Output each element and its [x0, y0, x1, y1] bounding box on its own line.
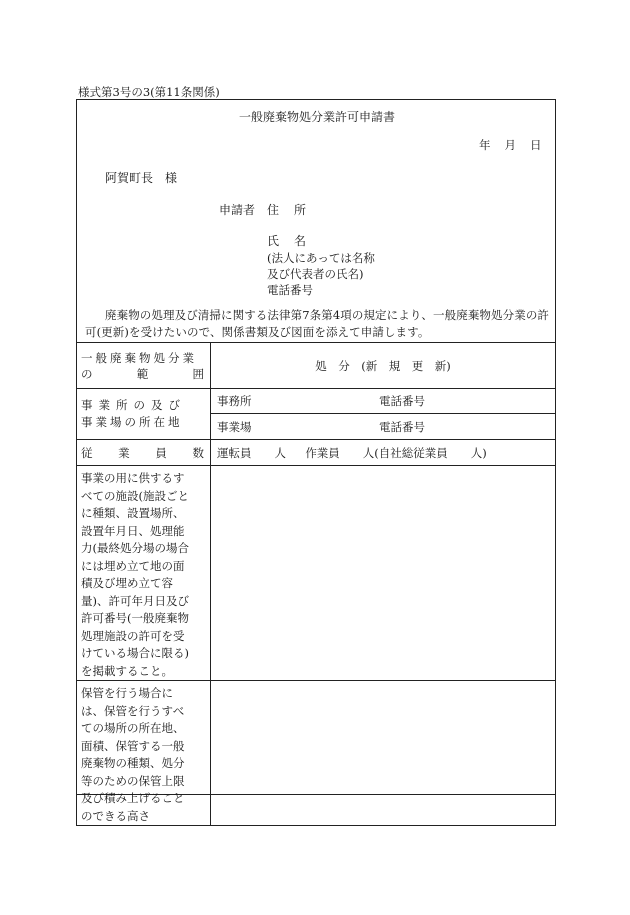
office-row: [77, 389, 556, 414]
application-form: [76, 99, 556, 823]
applicant-note-line2: 及び代表者の氏名): [267, 267, 364, 281]
location-label-line1: 事業所の及び: [81, 398, 186, 412]
storage-label: [77, 681, 211, 826]
scope-label-line2: [81, 366, 210, 382]
staff-label-line: [81, 445, 210, 461]
site-cell[interactable]: [211, 414, 556, 440]
scope-label-text: 一般廃棄物処分業: [81, 350, 197, 365]
location-label: [77, 389, 211, 440]
applicant-address-label: 住所: [267, 203, 322, 217]
form-title: 一般廃棄物処分業許可申請書: [238, 110, 395, 124]
date-day: 日: [530, 138, 542, 152]
office-phone-label: 電話番号: [379, 394, 425, 408]
staff-label-2: 員: [155, 445, 167, 460]
office-line: [211, 393, 555, 409]
office-cell[interactable]: [211, 389, 556, 414]
location-label-line2: 事業場の所在地: [81, 415, 183, 429]
facilities-row: [77, 466, 556, 681]
staff-row: [77, 440, 556, 466]
addressee: 阿賀町長 様: [105, 171, 178, 185]
storage-label-text: 保管を行う場合には、保管を行うすべての場所の所在地、面積、保管する一般廃棄物の種類、処分等のための保管上限及び積み上げることのできる高さ: [81, 686, 185, 823]
body-text-line2: 可(更新)を受けたいので、関係書類及び図面を添えて申請します。: [85, 325, 430, 339]
body-text-line1: 廃棄物の処理及び清掃に関する法律第7条第4項の規定により、一般廃棄物処分業の許: [105, 308, 550, 322]
scope-label-han: 範: [136, 366, 149, 381]
applicant-name-label: 氏名: [267, 234, 322, 248]
staff-line: [211, 445, 555, 461]
details-table: [76, 342, 556, 826]
staff-label: [77, 440, 211, 466]
facilities-label: [77, 466, 211, 681]
scope-value[interactable]: [211, 343, 556, 389]
applicant-note-line1: (法人にあっては名称: [267, 251, 375, 265]
facilities-value[interactable]: [211, 466, 556, 681]
staff-drivers: 運転員 人: [217, 445, 286, 460]
facilities-label-text: 事業の用に供するすべての施設(施設ごとに種類、設置場所、設置年月日、処理能力(最終処分場の場合には埋め立て地の面積及び埋め立て容量)、許可年月日及び許可番号(一般廃棄物処理施設の許可を受けている場合に限る)を掲載すること。: [81, 471, 189, 678]
site-line: [211, 419, 555, 435]
date-line: [479, 137, 542, 153]
date-month: 月: [504, 138, 516, 152]
date-year: 年: [479, 138, 491, 152]
scope-value-text: 処 分 (新 規 更 新): [315, 358, 451, 373]
applicant-label: 申請者: [219, 203, 256, 217]
scope-label-i: 囲: [192, 366, 204, 381]
site-label: 事業場: [217, 419, 252, 434]
storage-row: [77, 681, 556, 826]
site-phone-label: 電話番号: [379, 419, 425, 434]
office-label: 事務所: [217, 394, 252, 408]
applicant-phone-label: 電話番号: [267, 283, 313, 297]
staff-label-0: 従: [81, 445, 93, 460]
scope-label-line1: [81, 350, 210, 366]
form-number: 様式第3号の3(第11条関係): [78, 85, 220, 99]
staff-cell[interactable]: [211, 440, 556, 466]
staff-workers: 作業員 人(自社総従業員 人): [305, 445, 487, 460]
staff-label-1: 業: [118, 445, 130, 460]
scope-label: [77, 343, 211, 389]
storage-value[interactable]: [211, 681, 556, 826]
scope-label-no: の: [81, 366, 93, 381]
staff-label-3: 数: [192, 445, 204, 460]
scope-row: [77, 343, 556, 389]
